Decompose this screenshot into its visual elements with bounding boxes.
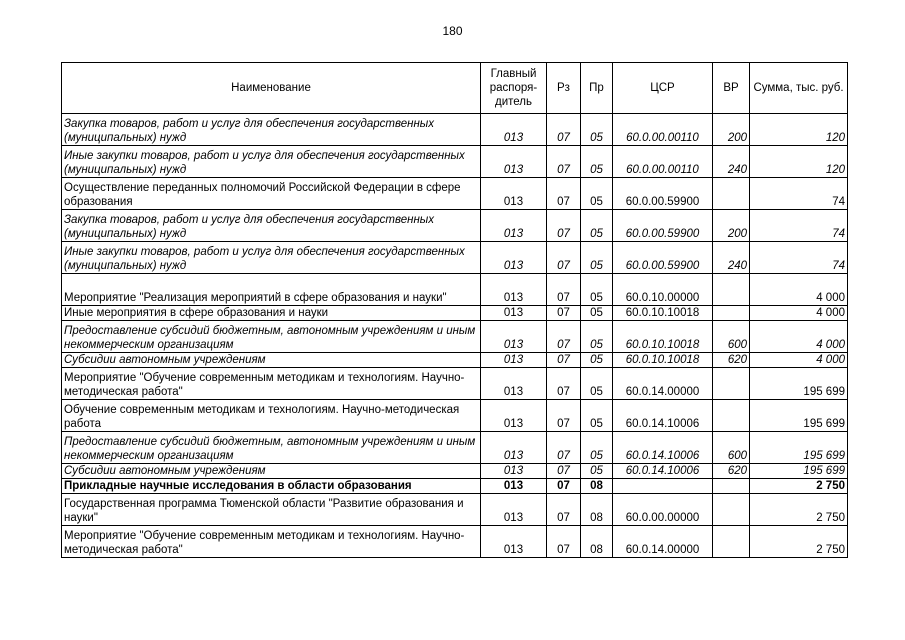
cell-pr: 05 — [581, 321, 613, 353]
cell-manager: 013 — [481, 321, 547, 353]
cell-csr: 60.0.10.10018 — [613, 306, 713, 321]
table-row — [62, 400, 848, 432]
cell-pr: 05 — [581, 146, 613, 178]
cell-name: Иные закупки товаров, работ и услуг для обеспечения государственных (муниципальных) нужд — [62, 146, 481, 178]
cell-name: Субсидии автономным учреждениям — [62, 353, 481, 368]
table-row — [62, 432, 848, 464]
cell-pr: 08 — [581, 494, 613, 526]
cell-name: Обучение современным методикам и технологиям. Научно-методическая работа — [62, 400, 481, 432]
cell-vr — [713, 178, 750, 210]
cell-rz: 07 — [547, 432, 581, 464]
cell-manager: 013 — [481, 306, 547, 321]
cell-manager: 013 — [481, 178, 547, 210]
cell-sum: 74 — [750, 210, 848, 242]
cell-sum: 2 750 — [750, 526, 848, 558]
cell-name: Иные мероприятия в сфере образования и науки — [62, 306, 481, 321]
cell-pr: 05 — [581, 210, 613, 242]
cell-vr: 620 — [713, 353, 750, 368]
cell-name: Субсидии автономным учреждениям — [62, 464, 481, 479]
header-rz: Рз — [547, 63, 581, 114]
cell-csr: 60.0.14.00000 — [613, 368, 713, 400]
cell-sum: 74 — [750, 242, 848, 274]
cell-sum: 4 000 — [750, 353, 848, 368]
table-row — [62, 114, 848, 146]
cell-pr: 05 — [581, 306, 613, 321]
cell-sum: 195 699 — [750, 400, 848, 432]
cell-rz: 07 — [547, 464, 581, 479]
cell-name: Закупка товаров, работ и услуг для обеспечения государственных (муниципальных) нужд — [62, 210, 481, 242]
page-number: 180 — [442, 24, 463, 38]
budget-table — [61, 62, 848, 558]
cell-vr — [713, 368, 750, 400]
cell-rz: 07 — [547, 368, 581, 400]
table-row — [62, 306, 848, 321]
header-csr: ЦСР — [613, 63, 713, 114]
table-row — [62, 526, 848, 558]
cell-rz: 07 — [547, 114, 581, 146]
cell-sum: 195 699 — [750, 432, 848, 464]
cell-vr — [713, 306, 750, 321]
cell-pr: 05 — [581, 242, 613, 274]
cell-csr: 60.0.10.10018 — [613, 321, 713, 353]
cell-sum: 74 — [750, 178, 848, 210]
table-row — [62, 178, 848, 210]
header-pr: Пр — [581, 63, 613, 114]
cell-csr: 60.0.00.59900 — [613, 178, 713, 210]
cell-csr: 60.0.10.10018 — [613, 353, 713, 368]
cell-manager: 013 — [481, 368, 547, 400]
cell-manager: 013 — [481, 353, 547, 368]
table-row — [62, 321, 848, 353]
cell-pr: 05 — [581, 464, 613, 479]
cell-csr: 60.0.00.59900 — [613, 242, 713, 274]
cell-sum: 2 750 — [750, 479, 848, 494]
cell-name: Закупка товаров, работ и услуг для обеспечения государственных (муниципальных) нужд — [62, 114, 481, 146]
cell-pr: 05 — [581, 368, 613, 400]
cell-rz: 07 — [547, 494, 581, 526]
cell-name: Мероприятие "Реализация мероприятий в сфере образования и науки" — [62, 274, 481, 306]
table-row — [62, 494, 848, 526]
cell-csr: 60.0.14.10006 — [613, 464, 713, 479]
cell-csr: 60.0.00.59900 — [613, 210, 713, 242]
cell-pr: 05 — [581, 400, 613, 432]
cell-name: Осуществление переданных полномочий Российской Федерации в сфере образования — [62, 178, 481, 210]
cell-vr: 600 — [713, 432, 750, 464]
cell-rz: 07 — [547, 353, 581, 368]
cell-rz: 07 — [547, 526, 581, 558]
cell-sum: 195 699 — [750, 368, 848, 400]
cell-manager: 013 — [481, 464, 547, 479]
cell-name: Мероприятие "Обучение современным методикам и технологиям. Научно-методическая работа" — [62, 526, 481, 558]
table-row — [62, 210, 848, 242]
table-row — [62, 368, 848, 400]
cell-pr: 05 — [581, 432, 613, 464]
cell-rz: 07 — [547, 146, 581, 178]
cell-sum: 120 — [750, 146, 848, 178]
cell-csr: 60.0.00.00110 — [613, 146, 713, 178]
cell-manager: 013 — [481, 526, 547, 558]
cell-sum: 2 750 — [750, 494, 848, 526]
cell-vr — [713, 479, 750, 494]
header-name: Наименование — [62, 63, 481, 114]
cell-pr: 05 — [581, 274, 613, 306]
cell-rz: 07 — [547, 178, 581, 210]
cell-manager: 013 — [481, 114, 547, 146]
cell-pr: 05 — [581, 178, 613, 210]
cell-pr: 08 — [581, 479, 613, 494]
cell-vr: 200 — [713, 210, 750, 242]
table-row — [62, 274, 848, 306]
cell-rz: 07 — [547, 321, 581, 353]
cell-sum: 120 — [750, 114, 848, 146]
table-header-row — [62, 63, 848, 114]
cell-rz: 07 — [547, 242, 581, 274]
table-row — [62, 464, 848, 479]
cell-csr: 60.0.00.00110 — [613, 114, 713, 146]
cell-manager: 013 — [481, 432, 547, 464]
cell-name: Предоставление субсидий бюджетным, автономным учреждениям и иным некоммерческим организациям — [62, 432, 481, 464]
table-row — [62, 146, 848, 178]
cell-vr: 200 — [713, 114, 750, 146]
table-body — [62, 114, 848, 558]
cell-pr: 05 — [581, 353, 613, 368]
cell-rz: 07 — [547, 479, 581, 494]
cell-manager: 013 — [481, 400, 547, 432]
cell-name: Иные закупки товаров, работ и услуг для обеспечения государственных (муниципальных) нужд — [62, 242, 481, 274]
cell-pr: 08 — [581, 526, 613, 558]
cell-manager: 013 — [481, 210, 547, 242]
cell-vr: 600 — [713, 321, 750, 353]
cell-vr — [713, 494, 750, 526]
cell-manager: 013 — [481, 242, 547, 274]
cell-csr — [613, 479, 713, 494]
cell-sum: 4 000 — [750, 321, 848, 353]
table-row — [62, 242, 848, 274]
cell-csr: 60.0.14.10006 — [613, 432, 713, 464]
cell-pr: 05 — [581, 114, 613, 146]
cell-rz: 07 — [547, 400, 581, 432]
cell-manager: 013 — [481, 274, 547, 306]
header-vr: ВР — [713, 63, 750, 114]
table-row — [62, 479, 848, 494]
header-manager: Главный распоря-дитель — [481, 63, 547, 114]
cell-manager: 013 — [481, 479, 547, 494]
cell-vr: 620 — [713, 464, 750, 479]
cell-csr: 60.0.10.00000 — [613, 274, 713, 306]
cell-name: Мероприятие "Обучение современным методикам и технологиям. Научно-методическая работа" — [62, 368, 481, 400]
cell-vr — [713, 400, 750, 432]
cell-name: Прикладные научные исследования в области образования — [62, 479, 481, 494]
cell-sum: 195 699 — [750, 464, 848, 479]
cell-csr: 60.0.00.00000 — [613, 494, 713, 526]
cell-rz: 07 — [547, 210, 581, 242]
cell-manager: 013 — [481, 146, 547, 178]
table-row — [62, 353, 848, 368]
cell-manager: 013 — [481, 494, 547, 526]
cell-name: Предоставление субсидий бюджетным, автономным учреждениям и иным некоммерческим организациям — [62, 321, 481, 353]
cell-csr: 60.0.14.00000 — [613, 526, 713, 558]
cell-vr — [713, 274, 750, 306]
cell-vr — [713, 526, 750, 558]
cell-sum: 4 000 — [750, 274, 848, 306]
cell-name: Государственная программа Тюменской области "Развитие образования и науки" — [62, 494, 481, 526]
header-sum: Сумма, тыс. руб. — [750, 63, 848, 114]
cell-vr: 240 — [713, 242, 750, 274]
cell-csr: 60.0.14.10006 — [613, 400, 713, 432]
cell-sum: 4 000 — [750, 306, 848, 321]
cell-rz: 07 — [547, 306, 581, 321]
cell-rz: 07 — [547, 274, 581, 306]
cell-vr: 240 — [713, 146, 750, 178]
